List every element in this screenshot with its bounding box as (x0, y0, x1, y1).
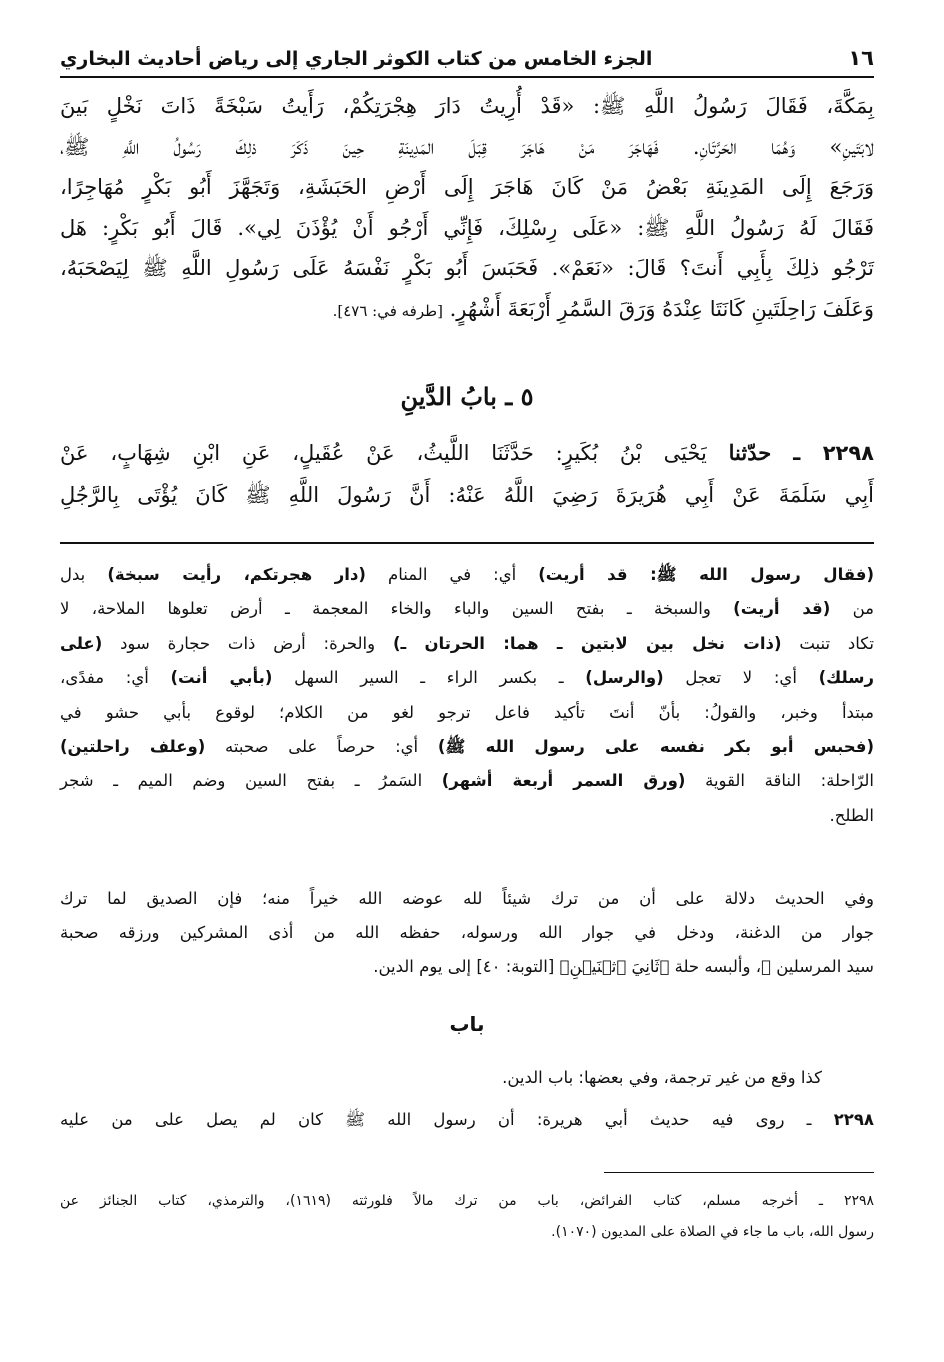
footnote (60, 1186, 874, 1248)
paragraph-line: وفي الحديث دلالة على أن من ترك شيئاً لله عوضه الله خيراً منه؛ فإن الصديق لما ترك (60, 889, 874, 908)
matn-line: وَرَجَعَ إِلَى المَدِينَةِ بَعْضُ مَنْ كَانَ هَاجَرَ إِلَى أَرْضِ الحَبَشَةِ، وَتَجَهَّزَ أَبُو بَكْرٍ مُهَاجِرًا، (60, 175, 874, 199)
hadith-line (60, 432, 874, 474)
quoted-phrase: (فحبس أبو بكر نفسه على رسول الله ﷺ) (437, 737, 875, 757)
cross-reference: [طرفه في: ٤٧٦]. (332, 301, 443, 320)
running-title: الجزء الخامس من كتاب الكوثر الجاري إلى رياض أحاديث البخاري (60, 48, 653, 70)
matn-line: بِمَكَّةَ، فَقَالَ رَسُولُ اللَّهِ ﷺ: «قَدْ أُرِيتُ دَارَ هِجْرَتِكُمْ، رَأَيتُ سَبْخَةً ذَاتَ نَخْلٍ بَينَ (60, 94, 874, 118)
commentary-line (60, 764, 874, 798)
commentary-line: مبتدأ وخبر، والقولُ: بأنّ أنتَ تأكيد فاعل ترجو لغو من الكلام؛ لوقوع بأبي حشو في (60, 702, 874, 722)
header-rule (60, 76, 874, 78)
commentary-line (60, 558, 874, 592)
footnote-line: رسول الله، باب ما جاء في الصلاة على المديون (١٠٧٠). (551, 1224, 874, 1240)
matn-line: فَقَالَ لَهُ رَسُولُ اللَّهِ ﷺ: «عَلَى رِسْلِكَ، فَإِنِّي أَرْجُو أَنْ يُؤْذَنَ لِي». قَالَ أَبُو بَكْرٍ: هَل (60, 215, 874, 240)
commentary-block (60, 558, 874, 833)
matn-line: لابَتَينِ» وَهُمَا الحَرَّتَانِ. فَهَاجَرَ مَنْ هَاجَرَ قِبَلَ المَدِينَةِ حِينَ ذَكَرَ ذلِكَ رَسُولُ اللَّهِ ﷺ، (60, 134, 874, 159)
commentary-text: تكاد تنبت (781, 633, 874, 653)
bab-heading: باب (449, 1012, 485, 1036)
haddathana-word: حدّثنا (728, 440, 772, 465)
commentary-text: الرّاحلة: الناقة القوية (685, 771, 875, 791)
footnote-line: ٢٢٩٨ ـ أخرجه مسلم، كتاب الفرائض، باب من ترك مالاً فلورثته (١٦١٩)، والترمذي، كتاب الجنائز عن (60, 1193, 875, 1209)
commentary-line (60, 627, 874, 661)
paragraph-line: كذا وقع من غير ترجمة، وفي بعضها: باب الدين. (502, 1068, 822, 1087)
quoted-phrase: (قد أريت) (733, 599, 831, 619)
bab-commentary (60, 1057, 874, 1141)
page-number: ١٦ (848, 46, 874, 70)
commentary-text: أي: حرصاً على صحبته (205, 737, 438, 757)
commentary-text: ـ بكسر الراء ـ السير السهل (272, 668, 586, 688)
quoted-phrase: (على (60, 633, 103, 653)
chapter-heading: ٥ ـ بابُ الدَّينِ (400, 382, 534, 411)
commentary-text: من (830, 599, 874, 619)
commentary-line (60, 592, 874, 626)
paragraph-line: جوار من الدغنة، ودخل في جوار الله ورسوله، حفظه الله من أذى المشركين ورزقه صحبة (60, 923, 874, 942)
quoted-phrase: (بأبي أنت) (170, 668, 273, 688)
matn-line (60, 289, 874, 332)
hadith-number: ٢٢٩٨ (833, 1110, 874, 1129)
quoted-phrase: (والرسل) (585, 668, 664, 688)
hadith-line: أَبِي سَلَمَةَ عَنْ أَبِي هُرَيرَةَ رَضِيَ اللَّهُ عَنْهُ: أَنَّ رَسُولَ اللَّهِ ﷺ كَانَ يُؤْتَى بِالرَّجُلِ (60, 483, 874, 507)
hadith-2298 (60, 432, 874, 516)
paragraph-line: سيد المرسلين ﷺ، وألبسه حلة ﴿ثَانِيَ ٱثۡنَيۡنِ﴾ [التوبة: ٤٠] إلى يوم الدين. (373, 957, 874, 976)
quoted-phrase: (ورق السمر أربعة أشهر) (441, 771, 686, 791)
commentary-line: الطلح. (829, 805, 874, 825)
hadith-number: ٢٢٩٨ ـ (793, 441, 874, 465)
quoted-phrase: (دار هجرتكم، رأيت سبخة) (107, 565, 366, 584)
quoted-phrase: (وعلف راحلتين) (60, 737, 206, 757)
commentary-text: أي: في المنام (365, 565, 539, 584)
paragraph-text: ـ روى فيه حديث أبي هريرة: أن رسول الله ﷺ كان لم يصل على من عليه (60, 1110, 834, 1129)
section-divider (60, 542, 874, 544)
commentary-text: أي: مفدًى، (60, 668, 171, 688)
commentary-line (60, 730, 874, 764)
matn-line: تَرْجُو ذلِكَ بِأَبِي أَنتَ؟ قَالَ: «نَعَمْ». فَحَبَسَ أَبُو بَكْرٍ نَفْسَهُ عَلَى رَسُولِ اللَّهِ ﷺ لِيَصْحَبَهُ، (60, 256, 874, 280)
lesson-paragraph (60, 882, 874, 984)
commentary-text: والسبخة ـ بفتح السين والباء والخاء المعجمة ـ أرض تعلوها الملاحة، لا (60, 599, 734, 619)
commentary-line (60, 661, 874, 695)
commentary-text: أي: لا تعجل (663, 668, 819, 688)
quoted-phrase: (ذات نخل بين لابتين ـ هما: الحرتان ـ) (392, 633, 782, 653)
footnote-divider (604, 1172, 874, 1173)
commentary-text: السَمرُ ـ بفتح السين وضم الميم ـ شجر (60, 771, 442, 791)
running-header (60, 30, 874, 70)
paragraph-line (60, 1099, 874, 1141)
commentary-text: والحرة: أرض ذات حجارة سود (102, 633, 393, 653)
isnad-text: يَحْيَى بْنُ بُكَيرٍ: حَدَّثَنَا اللَّيثُ، عَنْ عُقَيلٍ، عَنِ ابْنِ شِهَابٍ، عَنْ (60, 441, 707, 465)
matn-last-text: وَعَلَفَ رَاحِلَتَينِ كَانَتَا عِنْدَهُ وَرَقَ السَّمُرِ أَرْبَعَةَ أَشْهُرٍ. (449, 296, 874, 321)
commentary-text: بدل (60, 565, 108, 584)
quoted-phrase: رسلك) (818, 668, 874, 688)
quoted-phrase: (فقال رسول الله ﷺ: قد أريت) (538, 565, 874, 584)
hadith-text-block (60, 86, 874, 331)
